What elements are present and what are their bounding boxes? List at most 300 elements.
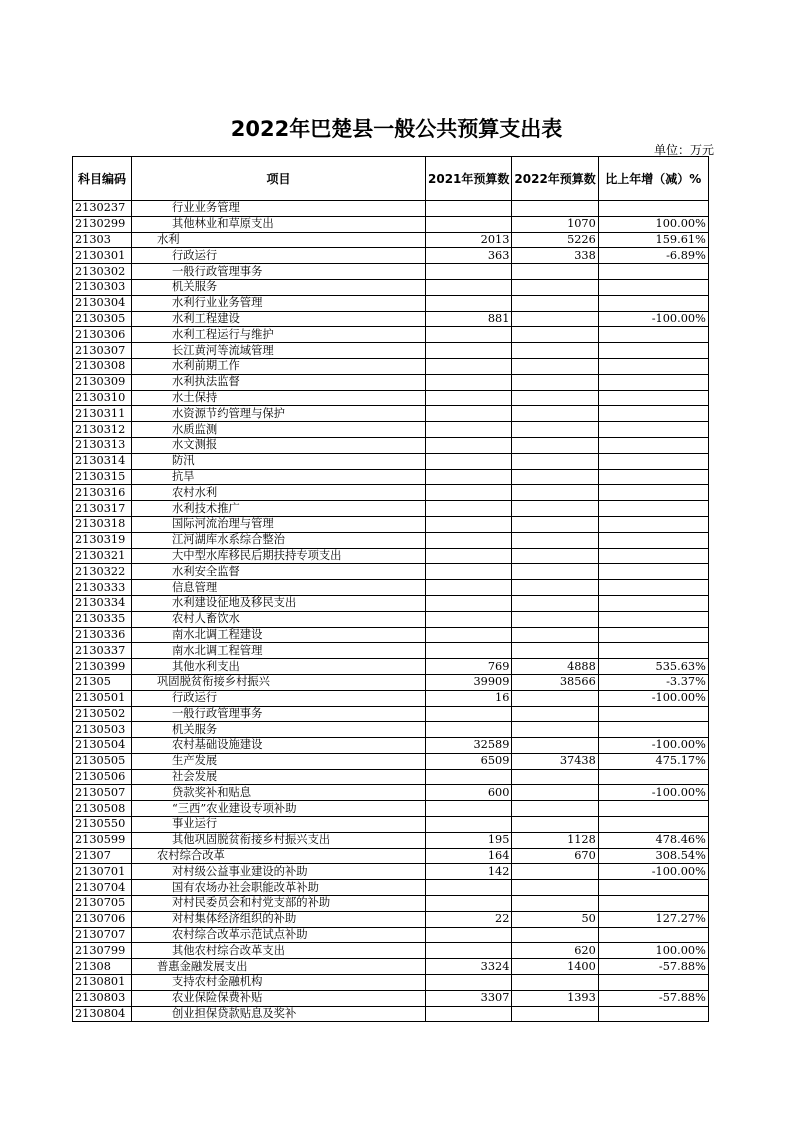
change-percent-cell [598,643,708,659]
change-percent-cell: -100.00% [598,785,708,801]
table-row [73,722,709,738]
code-cell: 2130318 [73,516,132,532]
budget-2021-cell [426,264,512,280]
budget-2022-cell [512,927,598,943]
budget-2022-cell [512,358,598,374]
budget-2021-cell [426,358,512,374]
item-name-cell: 农村综合改革示范试点补助 [132,927,426,943]
change-percent-cell: -100.00% [598,738,708,754]
table-row [73,295,709,311]
table-body [73,201,709,1022]
code-cell: 2130321 [73,548,132,564]
change-percent-cell [598,564,708,580]
code-cell: 2130309 [73,374,132,390]
code-cell: 2130306 [73,327,132,343]
change-percent-cell [598,374,708,390]
budget-2022-cell [512,722,598,738]
code-cell: 2130804 [73,1006,132,1022]
item-name-cell: 农村水利 [132,485,426,501]
budget-2021-cell [426,327,512,343]
code-cell: 2130308 [73,358,132,374]
change-percent-cell [598,548,708,564]
budget-2022-cell [512,611,598,627]
budget-2021-cell [426,896,512,912]
item-name-cell: 机关服务 [132,722,426,738]
change-percent-cell: 127.27% [598,911,708,927]
table-row [73,358,709,374]
table-row [73,738,709,754]
item-name-cell: 普惠金融发展支出 [132,959,426,975]
code-cell: 2130706 [73,911,132,927]
item-name-cell: 行政运行 [132,690,426,706]
budget-2021-cell [426,927,512,943]
budget-2021-cell: 6509 [426,753,512,769]
budget-2021-cell [426,343,512,359]
table-row [73,390,709,406]
budget-2021-cell [426,295,512,311]
item-name-cell: 对村集体经济组织的补助 [132,911,426,927]
budget-2022-cell [512,880,598,896]
budget-2021-cell: 2013 [426,232,512,248]
code-cell: 2130506 [73,769,132,785]
table-row [73,406,709,422]
item-name-cell: 水利前期工作 [132,358,426,374]
budget-2021-cell [426,801,512,817]
change-percent-cell [598,580,708,596]
table-row [73,674,709,690]
code-cell: 2130507 [73,785,132,801]
code-cell: 2130707 [73,927,132,943]
item-name-cell: 农村基础设施建设 [132,738,426,754]
item-name-cell: 创业担保贷款贴息及奖补 [132,1006,426,1022]
budget-2021-cell [426,374,512,390]
item-name-cell: 长江黄河等流域管理 [132,343,426,359]
budget-2021-cell [426,201,512,217]
table-row [73,1006,709,1022]
item-name-cell: 农村综合改革 [132,848,426,864]
code-cell: 21305 [73,674,132,690]
item-name-cell: 一般行政管理事务 [132,706,426,722]
change-percent-cell: -100.00% [598,864,708,880]
table-row [73,327,709,343]
table-row [73,595,709,611]
table-row [73,975,709,991]
header-2021: 2021年预算数 [426,157,512,201]
budget-2021-cell [426,643,512,659]
table-row [73,216,709,232]
code-cell: 2130313 [73,437,132,453]
budget-2021-cell: 3307 [426,990,512,1006]
budget-2022-cell [512,1006,598,1022]
table-row [73,311,709,327]
change-percent-cell [598,801,708,817]
budget-2022-cell [512,374,598,390]
item-name-cell: 行业业务管理 [132,201,426,217]
budget-2022-cell: 620 [512,943,598,959]
change-percent-cell [598,358,708,374]
change-percent-cell [598,406,708,422]
code-cell: 2130399 [73,659,132,675]
item-name-cell: 其他巩固脱贫衔接乡村振兴支出 [132,832,426,848]
code-cell: 21308 [73,959,132,975]
code-cell: 2130599 [73,832,132,848]
item-name-cell: 水土保持 [132,390,426,406]
budget-2022-cell: 5226 [512,232,598,248]
code-cell: 2130317 [73,501,132,517]
code-cell: 2130550 [73,817,132,833]
budget-2021-cell: 363 [426,248,512,264]
item-name-cell: 其他水利支出 [132,659,426,675]
change-percent-cell [598,595,708,611]
change-percent-cell [598,769,708,785]
table-row [73,201,709,217]
budget-2021-cell: 881 [426,311,512,327]
table-row [73,532,709,548]
budget-2022-cell: 1393 [512,990,598,1006]
item-name-cell: 水质监测 [132,422,426,438]
table-row [73,643,709,659]
code-cell: 2130314 [73,453,132,469]
budget-2021-cell [426,532,512,548]
code-cell: 2130336 [73,627,132,643]
budget-2022-cell [512,485,598,501]
budget-2021-cell [426,485,512,501]
budget-2022-cell [512,516,598,532]
code-cell: 2130701 [73,864,132,880]
table-row [73,343,709,359]
code-cell: 2130502 [73,706,132,722]
budget-2022-cell: 38566 [512,674,598,690]
budget-2022-cell [512,532,598,548]
table-row [73,232,709,248]
table-row [73,817,709,833]
change-percent-cell: -100.00% [598,311,708,327]
table-row [73,943,709,959]
budget-2022-cell [512,564,598,580]
item-name-cell: “三西”农业建设专项补助 [132,801,426,817]
change-percent-cell: -100.00% [598,690,708,706]
change-percent-cell [598,532,708,548]
header-change: 比上年增（减）% [598,157,708,201]
budget-2021-cell [426,880,512,896]
table-row [73,706,709,722]
code-cell: 2130337 [73,643,132,659]
table-row [73,880,709,896]
budget-2022-cell [512,327,598,343]
change-percent-cell [598,485,708,501]
budget-2021-cell [426,564,512,580]
code-cell: 2130315 [73,469,132,485]
item-name-cell: 支持农村金融机构 [132,975,426,991]
table-row [73,627,709,643]
budget-2021-cell: 3324 [426,959,512,975]
change-percent-cell [598,469,708,485]
budget-2022-cell [512,295,598,311]
item-name-cell: 社会发展 [132,769,426,785]
budget-2022-cell [512,406,598,422]
budget-2022-cell [512,453,598,469]
budget-2022-cell: 338 [512,248,598,264]
budget-2021-cell [426,595,512,611]
table-row [73,832,709,848]
table-row [73,801,709,817]
table-row [73,959,709,975]
table-row [73,564,709,580]
change-percent-cell [598,706,708,722]
budget-2022-cell [512,785,598,801]
change-percent-cell [598,896,708,912]
item-name-cell: 水利安全监督 [132,564,426,580]
item-name-cell: 水利行业业务管理 [132,295,426,311]
table-row [73,516,709,532]
budget-2022-cell [512,501,598,517]
header-2022: 2022年预算数 [512,157,598,201]
budget-2021-cell: 32589 [426,738,512,754]
code-cell: 2130310 [73,390,132,406]
code-cell: 2130503 [73,722,132,738]
table-row [73,927,709,943]
budget-2021-cell: 600 [426,785,512,801]
budget-2022-cell [512,817,598,833]
budget-2022-cell [512,643,598,659]
table-row [73,753,709,769]
item-name-cell: 巩固脱贫衔接乡村振兴 [132,674,426,690]
change-percent-cell [598,1006,708,1022]
change-percent-cell [598,880,708,896]
item-name-cell: 江河湖库水系综合整治 [132,532,426,548]
code-cell: 2130312 [73,422,132,438]
item-name-cell: 防汛 [132,453,426,469]
budget-2021-cell [426,627,512,643]
budget-2022-cell: 670 [512,848,598,864]
code-cell: 2130704 [73,880,132,896]
table-row [73,422,709,438]
change-percent-cell [598,327,708,343]
code-cell: 2130333 [73,580,132,596]
item-name-cell: 生产发展 [132,753,426,769]
table-row [73,911,709,927]
code-cell: 2130303 [73,279,132,295]
budget-2021-cell [426,390,512,406]
budget-2022-cell: 1128 [512,832,598,848]
code-cell: 2130316 [73,485,132,501]
item-name-cell: 水利技术推广 [132,501,426,517]
change-percent-cell [598,201,708,217]
change-percent-cell: 308.54% [598,848,708,864]
budget-2021-cell [426,580,512,596]
budget-2021-cell [426,469,512,485]
item-name-cell: 一般行政管理事务 [132,264,426,280]
change-percent-cell: -3.37% [598,674,708,690]
code-cell: 2130311 [73,406,132,422]
code-cell: 2130305 [73,311,132,327]
budget-2021-cell: 22 [426,911,512,927]
code-cell: 2130508 [73,801,132,817]
budget-2021-cell [426,437,512,453]
item-name-cell: 信息管理 [132,580,426,596]
table-row [73,580,709,596]
item-name-cell: 其他农村综合改革支出 [132,943,426,959]
budget-2021-cell: 769 [426,659,512,675]
code-cell: 2130304 [73,295,132,311]
budget-2022-cell [512,580,598,596]
budget-2022-cell [512,769,598,785]
table-row [73,437,709,453]
item-name-cell: 国际河流治理与管理 [132,516,426,532]
budget-2022-cell: 1070 [512,216,598,232]
code-cell: 2130334 [73,595,132,611]
budget-2022-cell [512,311,598,327]
change-percent-cell [598,722,708,738]
code-cell: 2130237 [73,201,132,217]
change-percent-cell [598,627,708,643]
item-name-cell: 水资源节约管理与保护 [132,406,426,422]
table-row [73,501,709,517]
item-name-cell: 农业保险保费补贴 [132,990,426,1006]
page-title: 2022年巴楚县一般公共预算支出表 [230,117,563,141]
code-cell: 2130705 [73,896,132,912]
table-row [73,374,709,390]
budget-2022-cell [512,975,598,991]
change-percent-cell [598,437,708,453]
table-row [73,785,709,801]
table-row [73,611,709,627]
change-percent-cell [598,817,708,833]
change-percent-cell: 100.00% [598,943,708,959]
code-cell: 2130301 [73,248,132,264]
budget-2021-cell: 142 [426,864,512,880]
item-name-cell: 水利执法监督 [132,374,426,390]
change-percent-cell: -6.89% [598,248,708,264]
unit-label: 单位：万元 [653,143,714,157]
budget-2022-cell [512,801,598,817]
change-percent-cell [598,279,708,295]
budget-2021-cell [426,975,512,991]
budget-2021-cell [426,722,512,738]
item-name-cell: 对村级公益事业建设的补助 [132,864,426,880]
budget-table [72,156,709,1022]
code-cell: 2130505 [73,753,132,769]
change-percent-cell [598,343,708,359]
item-name-cell: 机关服务 [132,279,426,295]
budget-2021-cell [426,422,512,438]
budget-2021-cell [426,1006,512,1022]
table-row [73,248,709,264]
item-name-cell: 大中型水库移民后期扶持专项支出 [132,548,426,564]
budget-2022-cell: 37438 [512,753,598,769]
item-name-cell: 贷款奖补和贴息 [132,785,426,801]
budget-2022-cell: 1400 [512,959,598,975]
budget-2021-cell [426,453,512,469]
item-name-cell: 事业运行 [132,817,426,833]
code-cell: 21307 [73,848,132,864]
table-row [73,264,709,280]
budget-2021-cell: 164 [426,848,512,864]
item-name-cell: 农村人畜饮水 [132,611,426,627]
budget-2021-cell [426,279,512,295]
change-percent-cell: -57.88% [598,990,708,1006]
item-name-cell: 南水北调工程管理 [132,643,426,659]
table-row [73,659,709,675]
change-percent-cell [598,611,708,627]
table-row [73,769,709,785]
budget-2022-cell [512,264,598,280]
change-percent-cell: 535.63% [598,659,708,675]
item-name-cell: 对村民委员会和村党支部的补助 [132,896,426,912]
budget-2022-cell [512,896,598,912]
table-header-row [73,157,709,201]
change-percent-cell [598,516,708,532]
budget-2021-cell [426,706,512,722]
table-row [73,990,709,1006]
item-name-cell: 国有农场办社会职能改革补助 [132,880,426,896]
item-name-cell: 南水北调工程建设 [132,627,426,643]
table-row [73,690,709,706]
item-name-cell: 水利工程运行与维护 [132,327,426,343]
table-row [73,279,709,295]
budget-2022-cell: 50 [512,911,598,927]
code-cell: 2130319 [73,532,132,548]
code-cell: 2130302 [73,264,132,280]
code-cell: 21303 [73,232,132,248]
table-row [73,469,709,485]
budget-2021-cell [426,516,512,532]
budget-2021-cell [426,769,512,785]
budget-2021-cell [426,216,512,232]
change-percent-cell: -57.88% [598,959,708,975]
budget-2021-cell [426,817,512,833]
budget-2021-cell: 16 [426,690,512,706]
budget-2022-cell [512,201,598,217]
budget-2022-cell [512,706,598,722]
item-name-cell: 水利工程建设 [132,311,426,327]
code-cell: 2130307 [73,343,132,359]
header-code: 科目编码 [73,157,132,201]
budget-2022-cell [512,469,598,485]
budget-2022-cell [512,864,598,880]
code-cell: 2130322 [73,564,132,580]
budget-2021-cell: 39909 [426,674,512,690]
code-cell: 2130299 [73,216,132,232]
budget-2022-cell [512,738,598,754]
budget-2022-cell [512,627,598,643]
item-name-cell: 水利 [132,232,426,248]
budget-2022-cell [512,390,598,406]
table-row [73,896,709,912]
change-percent-cell: 159.61% [598,232,708,248]
change-percent-cell [598,927,708,943]
change-percent-cell [598,422,708,438]
budget-2022-cell [512,343,598,359]
budget-2022-cell [512,279,598,295]
change-percent-cell: 475.17% [598,753,708,769]
budget-2021-cell [426,611,512,627]
budget-2021-cell [426,501,512,517]
table-row [73,864,709,880]
budget-2021-cell [426,548,512,564]
change-percent-cell [598,501,708,517]
budget-2022-cell [512,422,598,438]
budget-2021-cell [426,943,512,959]
item-name-cell: 其他林业和草原支出 [132,216,426,232]
budget-2021-cell: 195 [426,832,512,848]
change-percent-cell: 100.00% [598,216,708,232]
budget-2021-cell [426,406,512,422]
item-name-cell: 抗旱 [132,469,426,485]
change-percent-cell [598,295,708,311]
table-row [73,453,709,469]
code-cell: 2130335 [73,611,132,627]
